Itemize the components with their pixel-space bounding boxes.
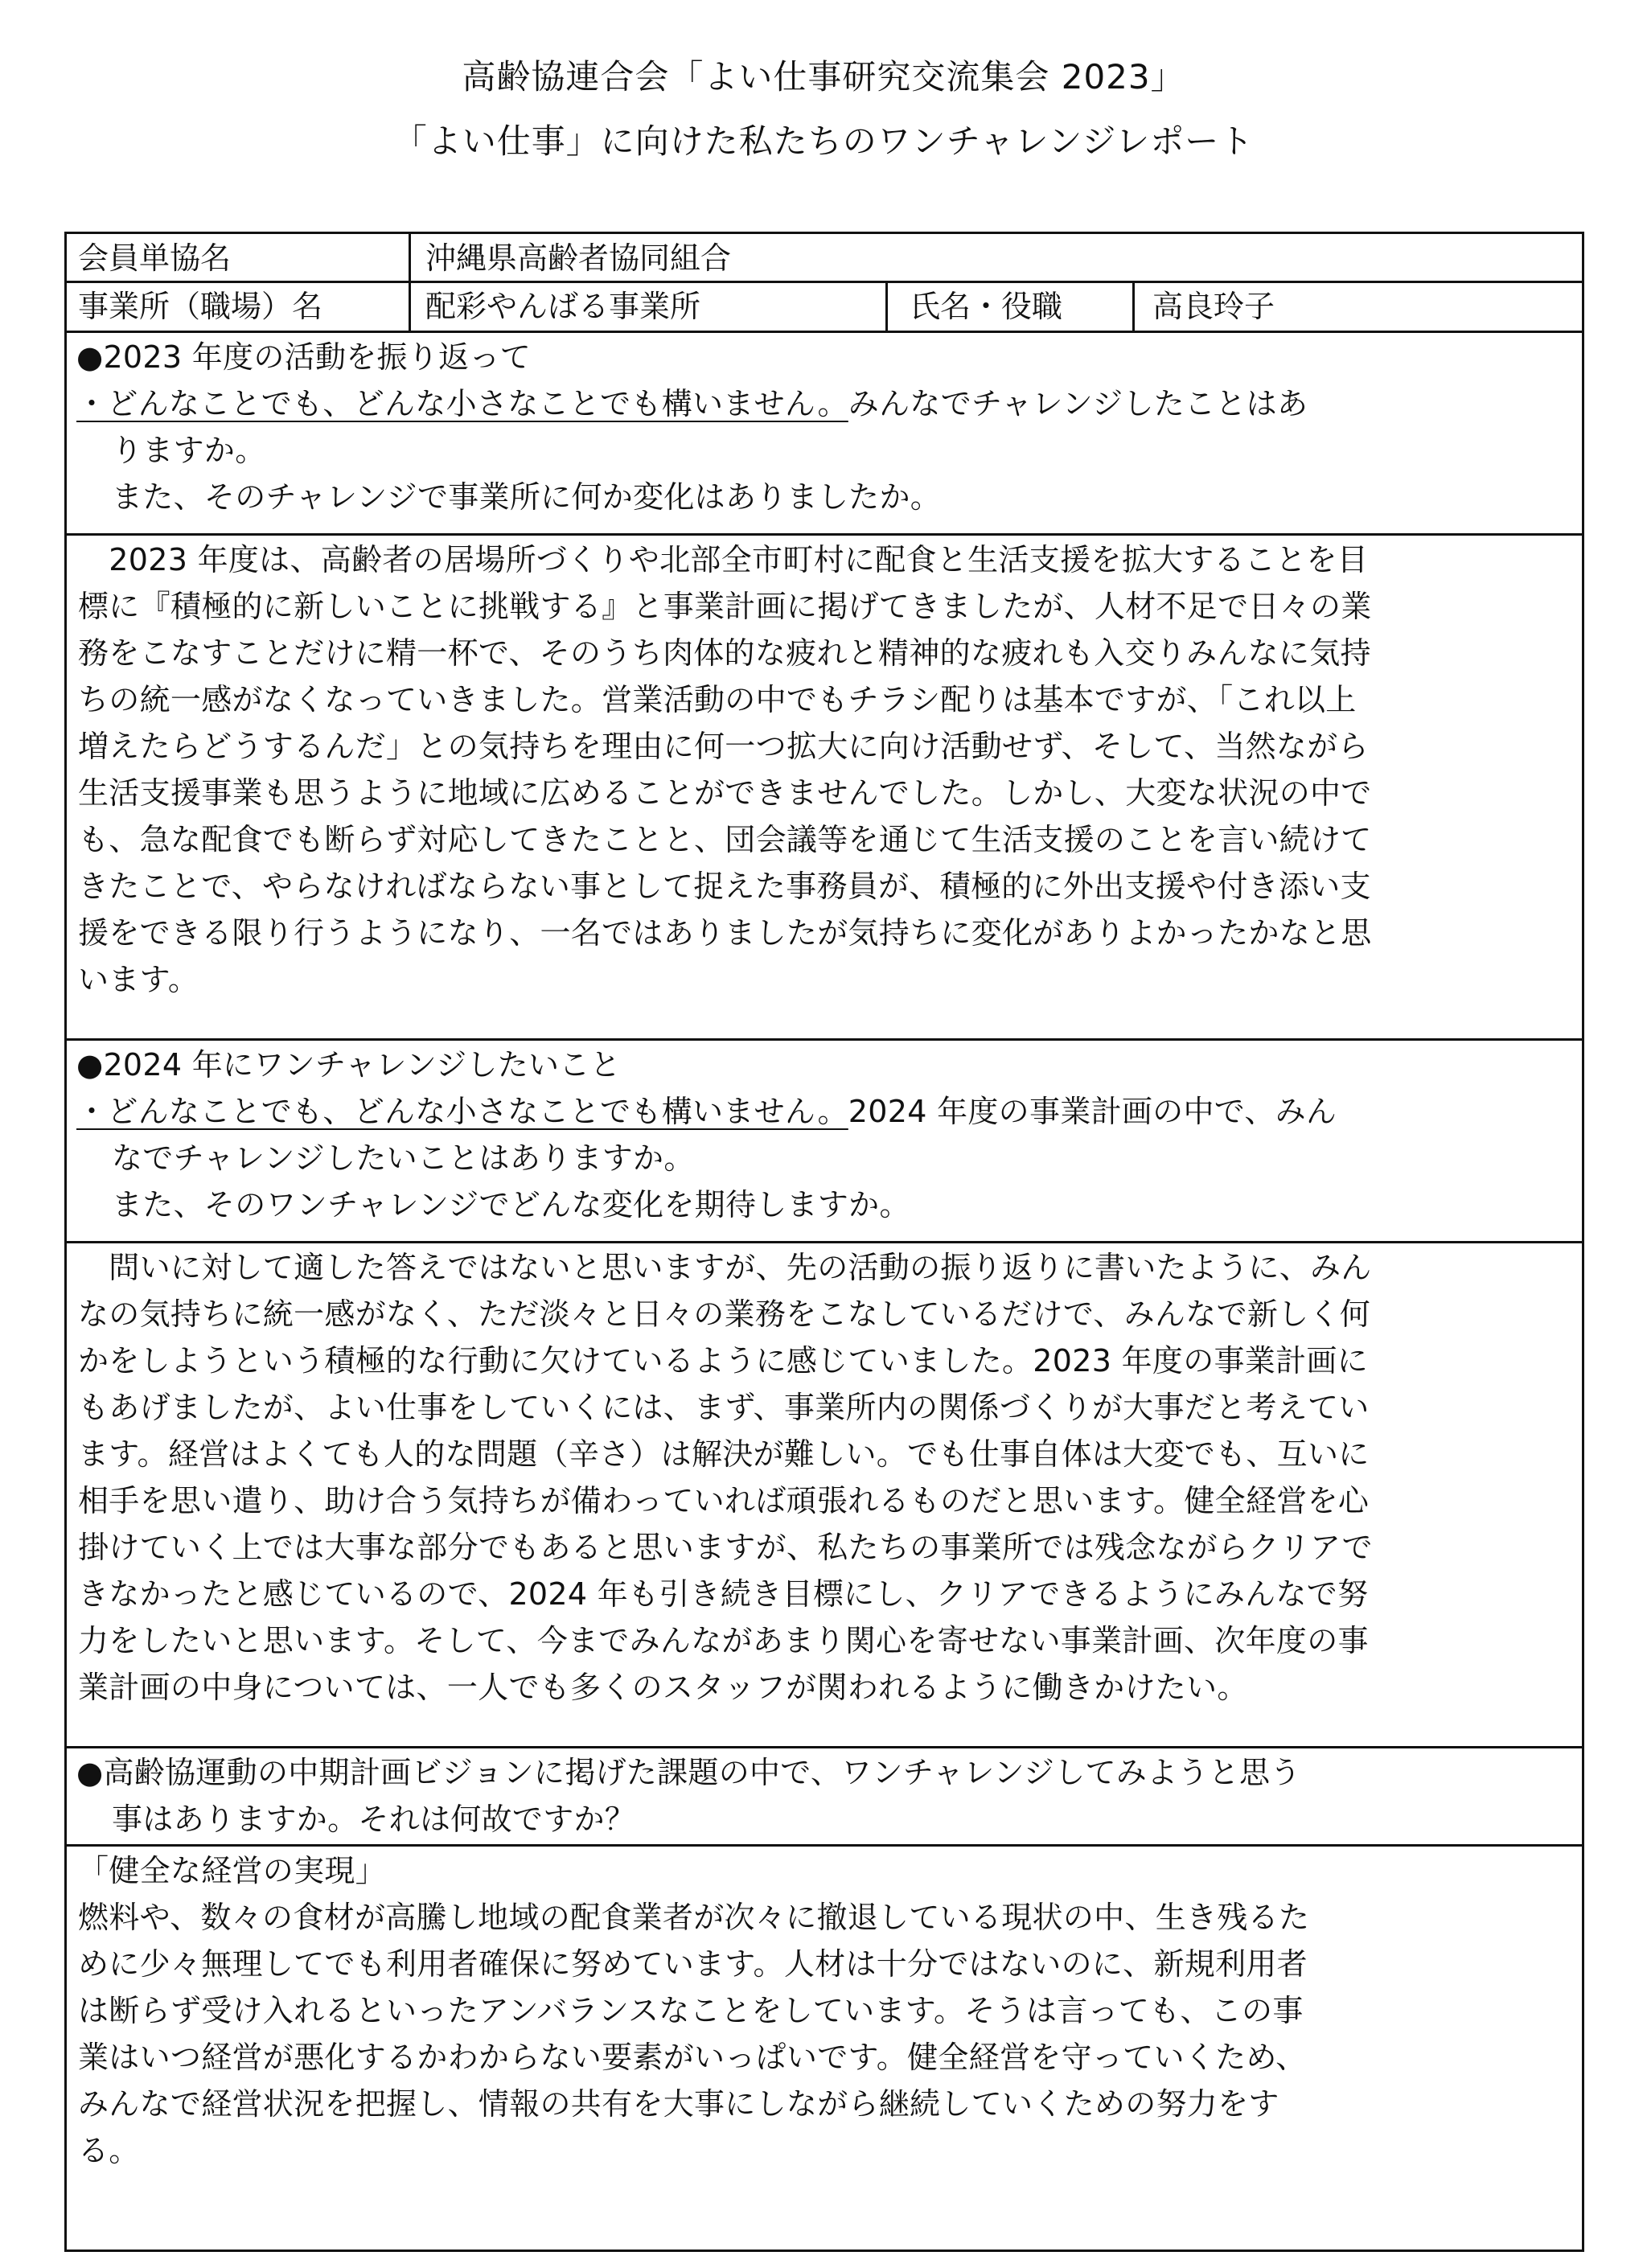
office-label: 事業所（職場）名: [78, 289, 323, 324]
section3-answer-line: 業はいつ経営が悪化するかわからない要素がいっぱいです。健全経営を守っていくため、: [78, 2040, 1307, 2075]
section1-question-line2: りますか。: [112, 433, 266, 468]
row-divider: [67, 1746, 1582, 1748]
section2-heading: ●2024 年にワンチャレンジしたいこと: [76, 1047, 621, 1083]
section1-heading: ●2023 年度の活動を振り返って: [76, 339, 532, 375]
office-value: 配彩やんばる事業所: [425, 289, 701, 324]
name-value: 高良玲子: [1152, 289, 1275, 324]
section1-answer-line: 生活支援事業も思うように地域に広めることができませんでした。しかし、大変な状況の中で: [78, 775, 1372, 811]
row-divider: [67, 281, 1582, 283]
section3-answer-line: 燃料や、数々の食材が高騰し地域の配食業者が次々に撤退している現状の中、生き残るた: [78, 1900, 1310, 1935]
section2-question: [76, 1042, 1337, 1228]
section2-answer-line: きなかったと感じているので、2024 年も引き続き目標にし、クリアできるようにみんなで努: [78, 1576, 1369, 1612]
section2-answer-line: 業計画の中身については、一人でも多くのスタッフが関われるように働きかけたい。: [78, 1670, 1248, 1705]
section1-answer-line: います。: [78, 962, 199, 997]
section2-question-line3: また、そのワンチャレンジでどんな変化を期待しますか。: [112, 1187, 910, 1222]
col-divider: [885, 281, 888, 331]
section1-answer-line: も、急な配食でも断らず対応してきたことと、団会議等を通じて生活支援のことを言い続けて: [78, 822, 1372, 857]
name-label: 氏名・役職: [910, 289, 1063, 324]
section2-question-line: [76, 1088, 1337, 1135]
section1-answer-line: 標に『積極的に新しいことに挑戦する』と事業計画に掲げてきましたが、人材不足で日々の業: [78, 589, 1372, 624]
section1-answer-line: きたことで、やらなければならない事として捉えた事務員が、積極的に外出支援や付き添い支: [78, 869, 1371, 904]
section1-answer-line: 2023 年度は、高齢者の居場所づくりや北部全市町村に配食と生活支援を拡大することを目: [78, 542, 1368, 577]
row-divider: [67, 1844, 1582, 1847]
document-title: 高齢協連合会「よい仕事研究交流集会 2023」: [462, 57, 1185, 97]
section1-answer-line: 援をできる限り行うようになり、一名ではありましたが気持ちに変化がありよかったかなと思: [78, 915, 1372, 951]
section2-answer-line: ます。経営はよくても人的な問題（辛さ）は解決が難しい。でも仕事自体は大変でも、互いに: [78, 1436, 1370, 1472]
section1-question-line3: また、そのチャレンジで事業所に何か変化はありましたか。: [112, 479, 942, 515]
row-divider: [67, 331, 1582, 333]
section3-answer: [78, 1847, 1309, 2174]
section1-question-rest: みんなでチャレンジしたことはあ: [848, 386, 1308, 421]
section3-answer-line: みんなで経営状況を把握し、情報の共有を大事にしながら継続していくための努力をす: [78, 2086, 1279, 2122]
section2-answer-line: 力をしたいと思います。そして、今までみんながあまり関心を寄せない事業計画、次年度の事: [78, 1623, 1369, 1658]
section1-answer-line: 務をこなすことだけに精一杯で、そのうち肉体的な疲れと精神的な疲れも入交りみんなに気持: [78, 635, 1371, 671]
section2-question-underlined: ・どんなことでも、どんな小さなことでも構いません。: [76, 1094, 848, 1129]
section2-question-rest: 2024 年度の事業計画の中で、みん: [848, 1094, 1337, 1129]
section2-answer-line: 問いに対して適した答えではないと思いますが、先の活動の振り返りに書いたように、みん: [78, 1250, 1372, 1285]
member-label: 会員単協名: [78, 240, 232, 276]
section2-answer-line: 掛けていく上では大事な部分でもあると思いますが、私たちの事業所では残念ながらクリアで: [78, 1530, 1373, 1565]
col-divider: [1132, 281, 1135, 331]
section1-question: [76, 334, 1308, 520]
section3-answer-line: 「健全な経営の実現」: [78, 1853, 387, 1888]
section1-answer-line: 増えたらどうするんだ」との気持ちを理由に何一つ拡大に向け活動せず、そして、当然ながら: [78, 729, 1369, 764]
section3-heading-line1: ●高齢協運動の中期計画ビジョンに掲げた課題の中で、ワンチャレンジしてみようと思う: [76, 1755, 1301, 1790]
report-form: [64, 232, 1584, 2252]
section2-answer-line: かをしようという積極的な行動に欠けているように感じていました。2023 年度の事業計画に: [78, 1343, 1368, 1378]
row-divider: [67, 1241, 1582, 1243]
section1-question-underlined: ・どんなことでも、どんな小さなことでも構いません。: [76, 386, 848, 421]
member-value: 沖縄県高齢者協同組合: [425, 240, 732, 276]
row-divider: [67, 533, 1582, 536]
section2-answer-line: なの気持ちに統一感がなく、ただ淡々と日々の業務をこなしているだけで、みんなで新しく何: [78, 1296, 1371, 1332]
section1-answer-line: ちの統一感がなくなっていきました。営業活動の中でもチラシ配りは基本ですが、「これ以上: [78, 682, 1357, 717]
section3-heading-line2: 事はありますか。それは何故ですか？: [112, 1802, 636, 1837]
section1-question-line: [76, 380, 1308, 427]
col-divider: [409, 234, 411, 331]
section2-answer-line: 相手を思い遣り、助け合う気持ちが備わっていれば頑張れるものだと思います。健全経営を心: [78, 1483, 1370, 1518]
row-divider: [67, 1038, 1582, 1041]
section2-question-line2: なでチャレンジしたいことはありますか。: [112, 1140, 695, 1176]
section3-answer-line: めに少々無理してでも利用者確保に努めています。人材は十分ではないのに、新規利用者: [78, 1946, 1308, 1982]
section3-answer-line: る。: [78, 2133, 140, 2168]
document-subtitle: 「よい仕事」に向けた私たちのワンチャレンジレポート: [392, 121, 1255, 161]
section3-answer-line: は断らず受け入れるといったアンバランスなことをしています。そうは言っても、この事: [78, 1993, 1304, 2028]
section3-question: [76, 1749, 1301, 1843]
section2-answer: [78, 1244, 1373, 1711]
section1-answer: [78, 536, 1372, 1003]
section2-answer-line: もあげましたが、よい仕事をしていくには、まず、事業所内の関係づくりが大事だと考えてい: [78, 1390, 1370, 1425]
